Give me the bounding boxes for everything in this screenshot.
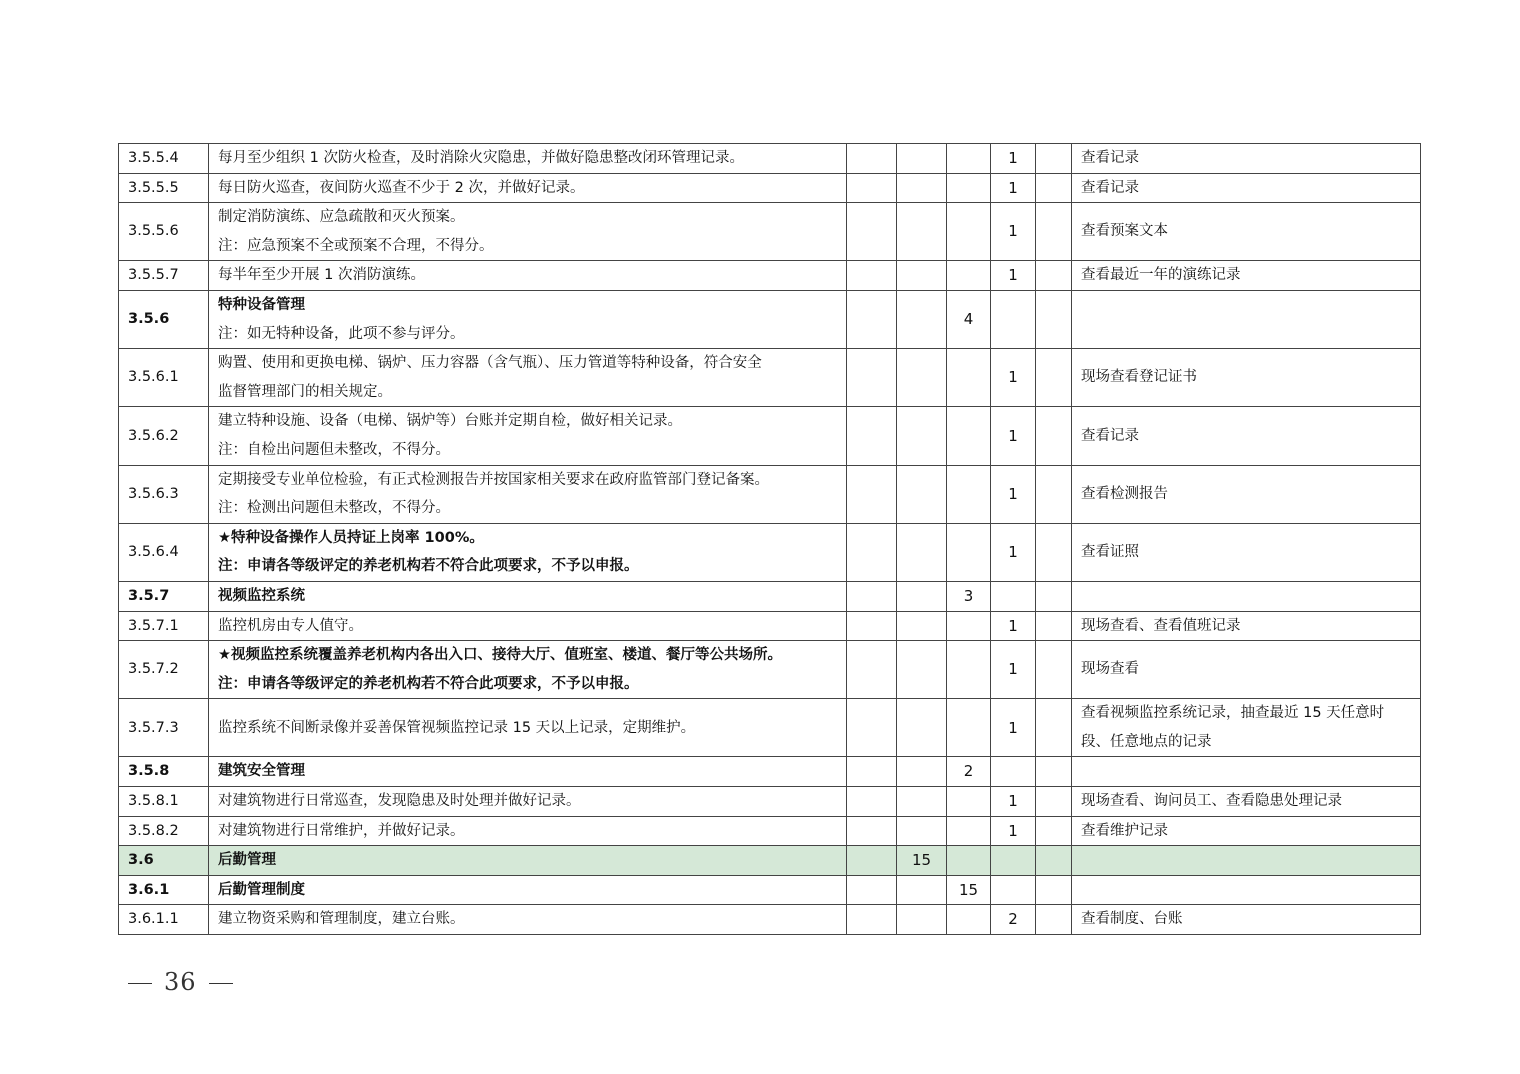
score-col-1 xyxy=(847,203,897,261)
score-col-1 xyxy=(847,290,897,348)
score-col-3 xyxy=(947,465,991,523)
item-code: 3.5.8.2 xyxy=(119,816,209,846)
score-col-3 xyxy=(947,641,991,699)
standards-table xyxy=(118,143,1421,935)
score-col-4: 1 xyxy=(991,144,1036,174)
description-line: 建立物资采购和管理制度，建立台账。 xyxy=(218,911,465,928)
score-col-4: 1 xyxy=(991,349,1036,407)
score-col-4: 1 xyxy=(991,699,1036,757)
check-method xyxy=(1072,144,1421,174)
description-note: 注：如无特种设备，此项不参与评分。 xyxy=(218,325,465,342)
method-line: 现场查看登记证书 xyxy=(1081,369,1197,386)
score-col-5 xyxy=(1036,757,1072,787)
check-method xyxy=(1072,173,1421,203)
method-line: 查看最近一年的演练记录 xyxy=(1081,267,1241,284)
score-col-1 xyxy=(847,144,897,174)
item-description xyxy=(209,407,847,465)
score-col-2 xyxy=(897,787,947,817)
item-code: 3.5.6.4 xyxy=(119,523,209,581)
check-method xyxy=(1072,581,1421,611)
method-line: 查看记录 xyxy=(1081,179,1139,196)
check-method xyxy=(1072,290,1421,348)
score-col-5 xyxy=(1036,465,1072,523)
check-method xyxy=(1072,349,1421,407)
score-col-2 xyxy=(897,875,947,905)
table-row xyxy=(119,290,1421,348)
score-col-4 xyxy=(991,757,1036,787)
table-row xyxy=(119,349,1421,407)
score-col-5 xyxy=(1036,290,1072,348)
table-row xyxy=(119,407,1421,465)
score-col-2 xyxy=(897,757,947,787)
item-description xyxy=(209,290,847,348)
score-col-1 xyxy=(847,407,897,465)
score-col-5 xyxy=(1036,261,1072,291)
item-code: 3.5.7.2 xyxy=(119,641,209,699)
score-col-2 xyxy=(897,290,947,348)
description-line: 建立特种设施、设备（电梯、锅炉等）台账并定期自检，做好相关记录。 xyxy=(218,413,682,430)
method-line: 现场查看 xyxy=(1081,661,1139,678)
check-method xyxy=(1072,787,1421,817)
check-method xyxy=(1072,875,1421,905)
score-col-4 xyxy=(991,290,1036,348)
score-col-1 xyxy=(847,816,897,846)
score-col-3 xyxy=(947,173,991,203)
method-line: 现场查看、查看值班记录 xyxy=(1081,617,1241,634)
description-note: 注：检测出问题但未整改，不得分。 xyxy=(218,500,450,517)
score-col-4: 2 xyxy=(991,905,1036,935)
table-row xyxy=(119,905,1421,935)
score-col-5 xyxy=(1036,523,1072,581)
item-description xyxy=(209,173,847,203)
check-method xyxy=(1072,611,1421,641)
table-row xyxy=(119,611,1421,641)
score-col-4 xyxy=(991,581,1036,611)
method-line: 查看视频监控系统记录，抽查最近 15 天任意时 xyxy=(1081,705,1385,722)
description-line: 对建筑物进行日常维护，并做好记录。 xyxy=(218,822,465,839)
description-line: 监控机房由专人值守。 xyxy=(218,617,363,634)
score-col-3 xyxy=(947,349,991,407)
score-col-4: 1 xyxy=(991,816,1036,846)
method-line: 查看记录 xyxy=(1081,150,1139,166)
item-code: 3.5.5.7 xyxy=(119,261,209,291)
table-row xyxy=(119,699,1421,757)
score-col-4: 1 xyxy=(991,465,1036,523)
table-row xyxy=(119,523,1421,581)
dash-left xyxy=(128,983,152,984)
score-col-5 xyxy=(1036,611,1072,641)
page-number-text: 36 xyxy=(164,968,197,996)
score-col-2 xyxy=(897,581,947,611)
method-line: 查看检测报告 xyxy=(1081,485,1168,502)
score-col-1 xyxy=(847,581,897,611)
method-line: 现场查看、询问员工、查看隐患处理记录 xyxy=(1081,793,1342,810)
score-col-2 xyxy=(897,173,947,203)
check-method xyxy=(1072,699,1421,757)
item-description xyxy=(209,349,847,407)
score-col-5 xyxy=(1036,581,1072,611)
method-line: 查看维护记录 xyxy=(1081,822,1168,839)
item-description xyxy=(209,787,847,817)
check-method xyxy=(1072,905,1421,935)
score-col-5 xyxy=(1036,203,1072,261)
score-col-3 xyxy=(947,816,991,846)
score-col-5 xyxy=(1036,787,1072,817)
score-col-3: 2 xyxy=(947,757,991,787)
description-line: 定期接受专业单位检验，有正式检测报告并按国家相关要求在政府监管部门登记备案。 xyxy=(218,471,769,488)
score-col-3 xyxy=(947,407,991,465)
score-col-5 xyxy=(1036,641,1072,699)
table-row xyxy=(119,875,1421,905)
check-method xyxy=(1072,523,1421,581)
description-line: 购置、使用和更换电梯、锅炉、压力容器（含气瓶）、压力管道等特种设备，符合安全 xyxy=(218,355,762,372)
score-col-3 xyxy=(947,523,991,581)
score-col-5 xyxy=(1036,816,1072,846)
score-col-1 xyxy=(847,641,897,699)
score-col-2 xyxy=(897,905,947,935)
table-row xyxy=(119,173,1421,203)
description-note: 注：申请各等级评定的养老机构若不符合此项要求，不予以申报。 xyxy=(218,558,639,575)
score-col-1 xyxy=(847,875,897,905)
item-code: 3.5.8.1 xyxy=(119,787,209,817)
item-description xyxy=(209,905,847,935)
table-row xyxy=(119,144,1421,174)
score-col-5 xyxy=(1036,349,1072,407)
star-requirement: ★特种设备操作人员持证上岗率 100%。 xyxy=(218,529,484,546)
item-description xyxy=(209,846,847,876)
description-note: 注：自检出问题但未整改，不得分。 xyxy=(218,441,450,458)
section-heading: 特种设备管理 xyxy=(218,296,305,313)
item-code: 3.5.7 xyxy=(119,581,209,611)
item-description xyxy=(209,757,847,787)
score-col-2 xyxy=(897,523,947,581)
dash-right xyxy=(209,983,233,984)
table-row xyxy=(119,581,1421,611)
score-col-4: 1 xyxy=(991,261,1036,291)
item-code: 3.5.5.6 xyxy=(119,203,209,261)
table-row xyxy=(119,787,1421,817)
score-col-3 xyxy=(947,787,991,817)
description-line: 制定消防演练、应急疏散和灭火预案。 xyxy=(218,209,465,226)
description-note: 注：申请各等级评定的养老机构若不符合此项要求，不予以申报。 xyxy=(218,675,639,692)
score-col-4: 1 xyxy=(991,523,1036,581)
item-description xyxy=(209,523,847,581)
item-description xyxy=(209,699,847,757)
score-col-3: 3 xyxy=(947,581,991,611)
check-method xyxy=(1072,816,1421,846)
score-col-2 xyxy=(897,816,947,846)
score-col-4 xyxy=(991,875,1036,905)
check-method xyxy=(1072,846,1421,876)
score-col-5 xyxy=(1036,875,1072,905)
item-description xyxy=(209,465,847,523)
score-col-5 xyxy=(1036,846,1072,876)
score-col-1 xyxy=(847,261,897,291)
check-method xyxy=(1072,261,1421,291)
description-note: 注：应急预案不全或预案不合理，不得分。 xyxy=(218,237,494,254)
check-method xyxy=(1072,757,1421,787)
score-col-2 xyxy=(897,699,947,757)
table-row-highlighted xyxy=(119,846,1421,876)
method-line: 查看预案文本 xyxy=(1081,223,1168,240)
score-col-2 xyxy=(897,407,947,465)
score-col-2 xyxy=(897,641,947,699)
item-description xyxy=(209,203,847,261)
score-col-5 xyxy=(1036,144,1072,174)
item-code: 3.5.6.1 xyxy=(119,349,209,407)
score-col-2: 15 xyxy=(897,846,947,876)
description-line: 对建筑物进行日常巡查，发现隐患及时处理并做好记录。 xyxy=(218,793,581,810)
item-code: 3.6.1.1 xyxy=(119,905,209,935)
score-col-1 xyxy=(847,846,897,876)
score-col-2 xyxy=(897,144,947,174)
method-line: 查看证照 xyxy=(1081,544,1139,561)
description-line: 每月至少组织 1 次防火检查，及时消除火灾隐患，并做好隐患整改闭环管理记录。 xyxy=(218,150,744,166)
item-code: 3.5.6.3 xyxy=(119,465,209,523)
check-method xyxy=(1072,641,1421,699)
item-description xyxy=(209,816,847,846)
item-description xyxy=(209,611,847,641)
score-col-2 xyxy=(897,349,947,407)
score-col-1 xyxy=(847,465,897,523)
score-col-5 xyxy=(1036,905,1072,935)
score-col-4: 1 xyxy=(991,641,1036,699)
description-line: 监督管理部门的相关规定。 xyxy=(218,383,392,400)
check-method xyxy=(1072,407,1421,465)
score-col-3: 15 xyxy=(947,875,991,905)
table-row xyxy=(119,757,1421,787)
score-col-1 xyxy=(847,611,897,641)
score-col-3 xyxy=(947,261,991,291)
score-col-3 xyxy=(947,905,991,935)
score-col-1 xyxy=(847,787,897,817)
score-col-1 xyxy=(847,173,897,203)
item-description xyxy=(209,261,847,291)
section-heading: 后勤管理制度 xyxy=(218,881,305,898)
item-code: 3.5.7.3 xyxy=(119,699,209,757)
table-row xyxy=(119,465,1421,523)
section-heading: 建筑安全管理 xyxy=(218,763,305,780)
score-col-5 xyxy=(1036,407,1072,465)
score-col-4: 1 xyxy=(991,787,1036,817)
score-col-1 xyxy=(847,905,897,935)
score-col-1 xyxy=(847,349,897,407)
score-col-4: 1 xyxy=(991,407,1036,465)
method-line: 查看制度、台账 xyxy=(1081,911,1183,928)
score-col-4 xyxy=(991,846,1036,876)
score-col-4: 1 xyxy=(991,173,1036,203)
item-code: 3.5.6.2 xyxy=(119,407,209,465)
method-line: 段、任意地点的记录 xyxy=(1081,733,1212,750)
score-col-3: 4 xyxy=(947,290,991,348)
check-method xyxy=(1072,203,1421,261)
score-col-2 xyxy=(897,261,947,291)
score-col-4: 1 xyxy=(991,203,1036,261)
item-code: 3.5.5.4 xyxy=(119,144,209,174)
item-code: 3.5.6 xyxy=(119,290,209,348)
score-col-1 xyxy=(847,699,897,757)
item-description xyxy=(209,581,847,611)
score-col-5 xyxy=(1036,173,1072,203)
score-col-2 xyxy=(897,611,947,641)
score-col-3 xyxy=(947,846,991,876)
description-line: 每日防火巡查，夜间防火巡查不少于 2 次，并做好记录。 xyxy=(218,179,585,196)
description-line: 每半年至少开展 1 次消防演练。 xyxy=(218,267,425,284)
score-col-3 xyxy=(947,144,991,174)
item-code: 3.5.8 xyxy=(119,757,209,787)
table-row xyxy=(119,261,1421,291)
item-description xyxy=(209,144,847,174)
method-line: 查看记录 xyxy=(1081,427,1139,444)
score-col-2 xyxy=(897,465,947,523)
description-line: 监控系统不间断录像并妥善保管视频监控记录 15 天以上记录，定期维护。 xyxy=(218,719,696,736)
item-code: 3.6.1 xyxy=(119,875,209,905)
table-row xyxy=(119,816,1421,846)
check-method xyxy=(1072,465,1421,523)
table-row xyxy=(119,203,1421,261)
item-code: 3.5.7.1 xyxy=(119,611,209,641)
score-col-5 xyxy=(1036,699,1072,757)
score-col-1 xyxy=(847,523,897,581)
star-requirement: ★视频监控系统覆盖养老机构内各出入口、接待大厅、值班室、楼道、餐厅等公共场所。 xyxy=(218,647,782,664)
section-heading: 后勤管理 xyxy=(218,852,276,869)
table-row xyxy=(119,641,1421,699)
score-col-1 xyxy=(847,757,897,787)
score-col-3 xyxy=(947,203,991,261)
item-description xyxy=(209,641,847,699)
item-code: 3.6 xyxy=(119,846,209,876)
score-col-3 xyxy=(947,699,991,757)
section-heading: 视频监控系统 xyxy=(218,587,305,604)
item-description xyxy=(209,875,847,905)
score-col-3 xyxy=(947,611,991,641)
page-number xyxy=(128,968,245,996)
item-code: 3.5.5.5 xyxy=(119,173,209,203)
score-col-2 xyxy=(897,203,947,261)
score-col-4: 1 xyxy=(991,611,1036,641)
